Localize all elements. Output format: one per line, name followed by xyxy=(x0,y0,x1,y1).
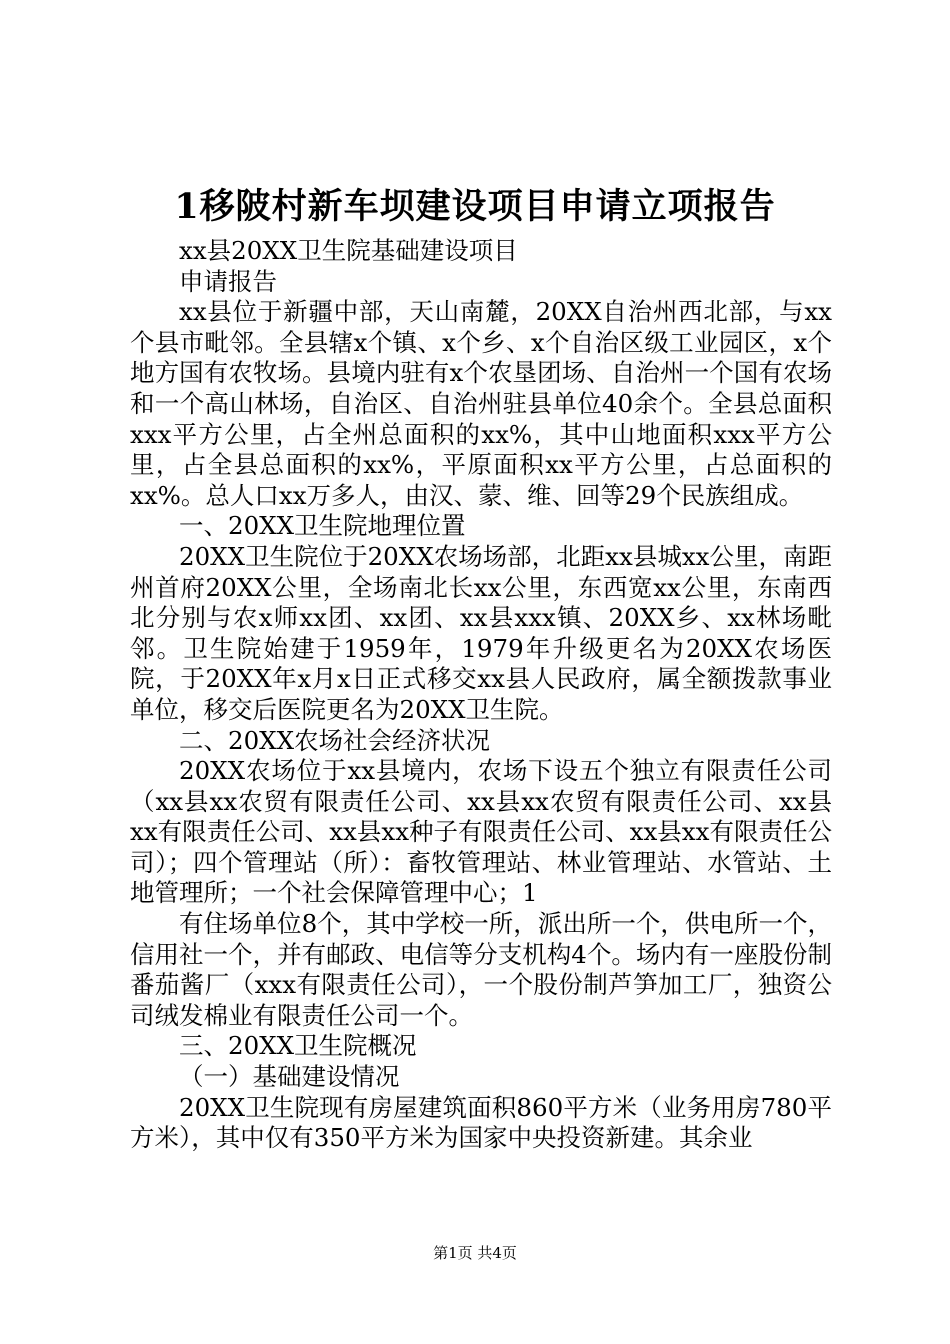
section-heading-economy: 二、20XX农场社会经济状况 xyxy=(179,725,491,755)
paragraph-units: 有住场单位8个，其中学校一所，派出所一个，供电所一个，信用社一个，并有邮政、电信等分支机构4个。场内有一座股份制番茄酱厂（xxx有限责任公司），一个股份制芦笋加工厂，独资公司绒发棉业有限责任公司一个。 xyxy=(130,909,832,1030)
subsection-heading-infrastructure: （一）基础建设情况 xyxy=(179,1062,400,1092)
paragraph-county-overview: xx县位于新疆中部，天山南麓，20XX自治州西北部，与xx个县市毗邻。全县辖x个镇、x个乡、x个自治区级工业园区，x个地方国有农牧场。县境内驻有x个农垦团场、自治州一个国有农场和一个高山林场，自治区、自治州驻县单位40余个。全县总面积xxx平方公里，占全州总面积的xx%，其中山地面积xxx平方公里，占全县总面积的xx%，平原面积xx平方公里，占总面积的xx%。总人口xx万多人，由汉、蒙、维、回等29个民族组成。 xyxy=(130,297,832,510)
paragraph-project-name: xx县20XX卫生院基础建设项目 xyxy=(179,236,518,265)
document-title: 1移陂村新车坝建设项目申请立项报告 xyxy=(174,186,776,227)
page-footer: 第1页 共4页 xyxy=(433,1244,517,1262)
section-heading-location: 一、20XX卫生院地理位置 xyxy=(179,511,466,541)
paragraph-report-label: 申请报告 xyxy=(179,266,277,296)
section-heading-overview: 三、20XX卫生院概况 xyxy=(179,1031,417,1061)
paragraph-infrastructure: 20XX卫生院现有房屋建筑面积860平方米（业务用房780平方米），其中仅有350平方米为国家中央投资新建。其余业 xyxy=(130,1092,832,1153)
paragraph-location: 20XX卫生院位于20XX农场场部，北距xx县城xx公里，南距州首府20XX公里，全场南北长xx公里，东西宽xx公里，东南西北分别与农x师xx团、xx团、xx县xxx镇、20XX乡、xx林场毗邻。卫生院始建于1959年，1979年升级更名为20XX农场医院，于20XX年x月x日正式移交xx县人民政府，属全额拨款事业单位，移交后医院更名为20XX卫生院。 xyxy=(130,541,832,724)
paragraph-economy: 20XX农场位于xx县境内，农场下设五个独立有限责任公司（xx县xx农贸有限责任公司、xx县xx农贸有限责任公司、xx县xx有限责任公司、xx县xx种子有限责任公司、xx县xx有限责任公司）；四个管理站（所）：畜牧管理站、林业管理站、水管站、土地管理所；一个社会保障管理中心；1 xyxy=(130,756,832,908)
document-body xyxy=(130,236,832,1154)
